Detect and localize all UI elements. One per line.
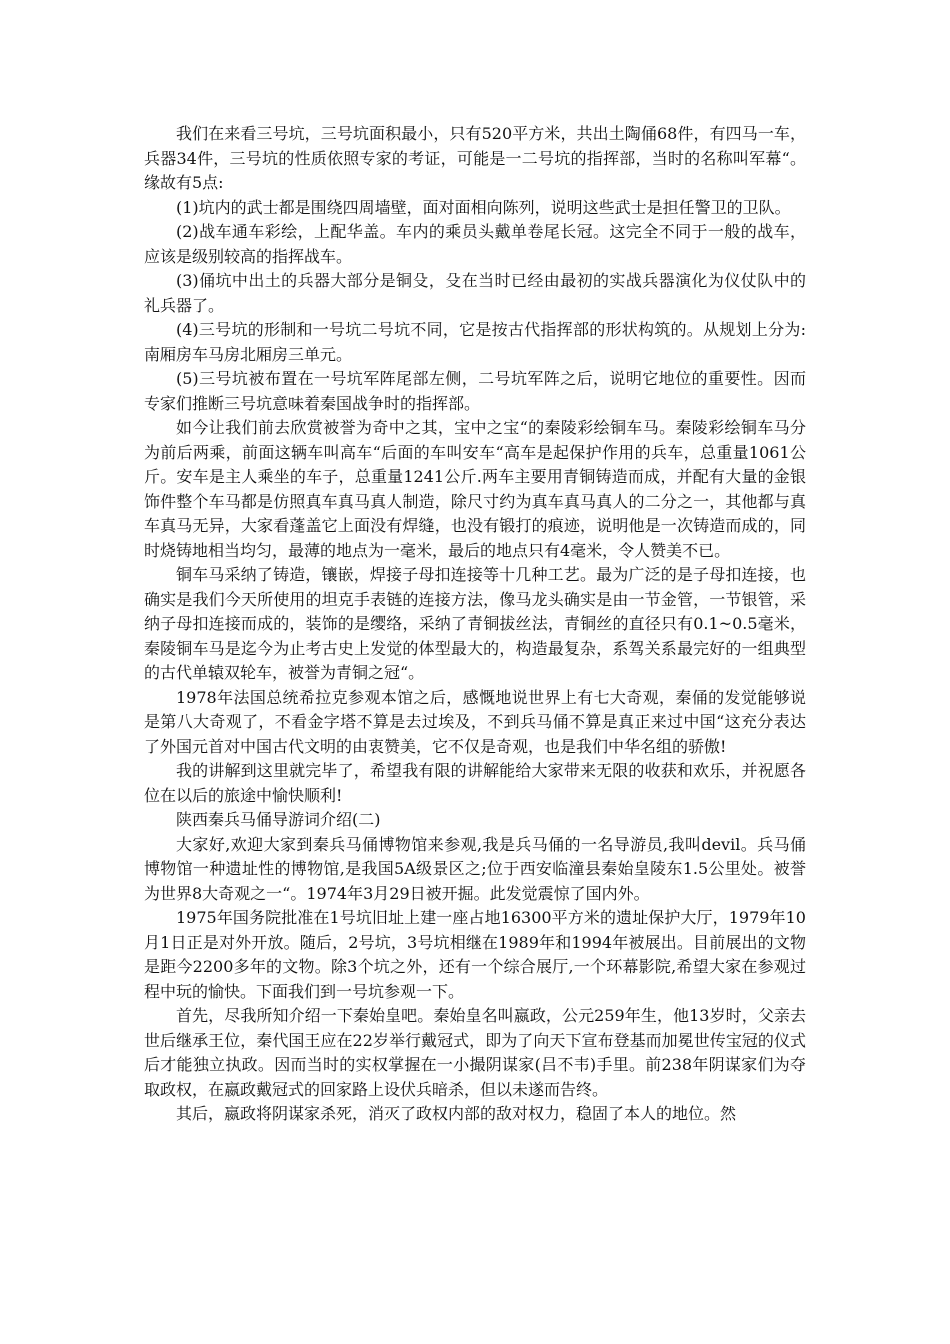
section-heading: 陕西秦兵马俑导游词介绍(二) xyxy=(176,810,381,829)
paragraph-pit3-intro: 我们在来看三号坑，三号坑面积最小，只有520平方米，共出土陶俑68件，有四马一车，兵器34件，三号坑的性质依照专家的考证，可能是一二号坑的指挥部，当时的名称叫军幕“。缘故有5点: xyxy=(144,124,806,192)
document-body xyxy=(144,122,806,1127)
paragraph-opening-history: 1975年国务院批准在1号坑旧址上建一座占地16300平方米的遗址保护大厅，1979年10月1日正是对外开放。随后，2号坑，3号坑相继在1989年和1994年被展出。目前展出的文物是距今2200多年的文物。除3个坑之外，还有一个综合展厅,一个环幕影院,希望大家在参观过程中玩的愉快。下面我们到一号坑参观一下。 xyxy=(144,908,806,1001)
paragraph-closing: 我的讲解到这里就完毕了，希望我有限的讲解能给大家带来无限的收获和欢乐，并祝愿各位在以后的旅途中愉快顺利! xyxy=(144,761,806,805)
paragraph-chariot-craft: 铜车马采纳了铸造，镶嵌，焊接子母扣连接等十几种工艺。最为广泛的是子母扣连接，也确实是我们今天所使用的坦克手表链的连接方法，像马龙头确实是由一节金管，一节银管，采纳子母扣连接而成的，装饰的是缨络，采纳了青铜拔丝法，青铜丝的直径只有0.1~0.5毫米，秦陵铜车马是迄今为止考古史上发觉的体型最大的，构造最复杂，系驾关系最完好的一组典型的古代单辕双轮车，被誉为青铜之冠“。 xyxy=(144,565,806,682)
paragraph-continuation: 其后，嬴政将阴谋家杀死，消灭了政权内部的敌对权力，稳固了本人的地位。然 xyxy=(176,1104,737,1123)
paragraph-reason-1: (1)坑内的武士都是围绕四周墙壁，面对面相向陈列，说明这些武士是担任警卫的卫队。 xyxy=(176,197,791,217)
paragraph-bronze-chariots: 如今让我们前去欣赏被誉为奇中之其，宝中之宝“的秦陵彩绘铜车马。秦陵彩绘铜车马分为前后两乘，前面这辆车叫高车“后面的车叫安车“高车是起保护作用的兵车，总重量1061公斤。安车是主人乘坐的车子，总重量1241公斤.两车主要用青铜铸造而成，并配有大量的金银饰件整个车马都是仿照真车真马真人制造，除尺寸约为真车真马真人的二分之一，其他都与真车真马无异，大家看蓬盖它上面没有焊缝，也没有锻打的痕迹，说明他是一次铸造而成的，同时烧铸地相当均匀，最薄的地点为一毫米，最后的地点只有4毫米，令人赞美不已。 xyxy=(144,418,806,560)
paragraph-qin-shihuang: 首先，尽我所知介绍一下秦始皇吧。秦始皇名叫嬴政，公元259年生，他13岁时，父亲去世后继承王位，秦代国王应在22岁举行戴冠式，即为了向天下宣布登基而加冕世传宝冠的仪式后才能独立执政。因而当时的实权掌握在一小撮阴谋家(吕不韦)手里。前238年阴谋家们为夺取政权，在嬴政戴冠式的回家路上设伏兵暗杀，但以未遂而告终。 xyxy=(144,1006,806,1099)
paragraph-chirac-quote: 1978年法国总统希拉克参观本馆之后，感慨地说世界上有七大奇观，秦俑的发觉能够说是第八大奇观了，不看金字塔不算是去过埃及，不到兵马俑不算是真正来过中国“这充分表达了外国元首对中国古代文明的由衷赞美，它不仅是奇观，也是我们中华名组的骄傲! xyxy=(144,687,806,756)
paragraph-reason-4: (4)三号坑的形制和一号坑二号坑不同，它是按古代指挥部的形状构筑的。从规划上分为:南厢房车马房北厢房三单元。 xyxy=(144,320,806,364)
paragraph-reason-3: (3)俑坑中出土的兵器大部分是铜殳，殳在当时已经由最初的实战兵器演化为仪仗队中的礼兵器了。 xyxy=(144,271,806,315)
paragraph-welcome: 大家好,欢迎大家到秦兵马俑博物馆来参观,我是兵马俑的一名导游员,我叫devil。兵马俑博物馆一种遗址性的博物馆,是我国5A级景区之;位于西安临潼县秦始皇陵东1.5公里处。被誉为世界8大奇观之一“。1974年3月29日被开掘。此发觉震惊了国内外。 xyxy=(144,834,806,903)
paragraph-reason-2: (2)战车通车彩绘，上配华盖。车内的乘员头戴单卷尾长冠。这完全不同于一般的战车，应该是级别较高的指挥战车。 xyxy=(144,222,806,266)
paragraph-reason-5: (5)三号坑被布置在一号坑军阵尾部左侧，二号坑军阵之后，说明它地位的重要性。因而专家们推断三号坑意味着秦国战争时的指挥部。 xyxy=(144,369,806,413)
